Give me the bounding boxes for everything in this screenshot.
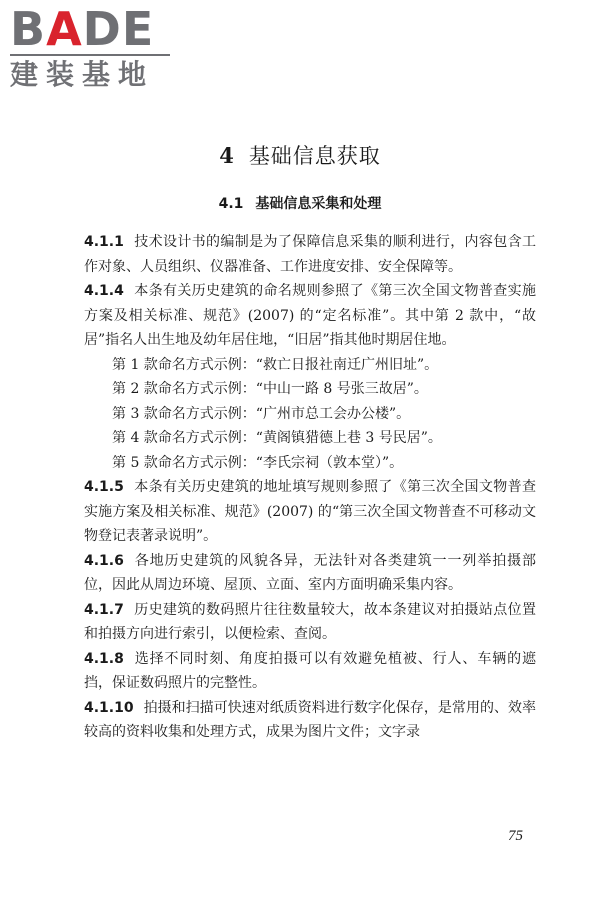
clause-number: 4.1.10 — [84, 699, 134, 716]
clause-4-1-5 — [84, 475, 536, 549]
clause-number: 4.1.1 — [84, 234, 124, 250]
clause-number: 4.1.4 — [84, 283, 124, 299]
clause-4-1-8 — [84, 647, 536, 696]
chapter-title: 基础信息获取 — [248, 144, 381, 168]
clause-4-1-6 — [84, 549, 536, 598]
clause-text: 本条有关历史建筑的命名规则参照了《第三次全国文物普查实施方案及相关标准、规范》(2007) 的“定名标准”。其中第 2 款中，“故居”指名人出生地及幼年居住地，“旧居”指其他时期居住地。 — [84, 283, 536, 348]
clause-number: 4.1.7 — [84, 601, 124, 618]
clause-4-1-7 — [84, 598, 536, 647]
clause-text: 各地历史建筑的风貌各异，无法针对各类建筑一一列举拍摄部位，因此从周边环境、屋顶、立面、室内方面明确采集内容。 — [84, 552, 536, 593]
clause-number: 4.1.8 — [84, 650, 124, 667]
clause-4-1-4 — [84, 279, 536, 353]
chapter-number: 4 — [219, 143, 235, 168]
logo-chinese-name: 建装基地 — [10, 58, 155, 91]
clause-number: 4.1.5 — [84, 479, 124, 495]
clause-text: 本条有关历史建筑的地址填写规则参照了《第三次全国文物普查实施方案及相关标准、规范》(2007) 的“第三次全国文物普查不可移动文物登记表著录说明”。 — [84, 479, 536, 544]
clause-text: 拍摄和扫描可快速对纸质资料进行数字化保存，是常用的、效率较高的资料收集和处理方式，成果为图片文件；文字录 — [84, 699, 536, 740]
page-body — [84, 230, 536, 745]
clause-number: 4.1.6 — [84, 552, 124, 569]
naming-example: 第 1 款命名方式示例：“救亡日报社南迁广州旧址”。 — [112, 356, 439, 373]
section-heading — [0, 193, 600, 213]
clause-4-1-1 — [84, 230, 536, 279]
section-title: 基础信息采集和处理 — [255, 196, 382, 212]
section-number: 4.1 — [218, 196, 244, 212]
naming-example: 第 4 款命名方式示例：“黄阁镇猎德上巷 3 号民居”。 — [112, 430, 442, 446]
clause-text: 选择不同时刻、角度拍摄可以有效避免植被、行人、车辆的遮挡，保证数码照片的完整性。 — [84, 650, 536, 691]
clause-text: 历史建筑的数码照片往往数量较大，故本条建议对拍摄站点位置和拍摄方向进行索引，以便检索、查阅。 — [84, 601, 536, 642]
chapter-heading — [0, 140, 600, 170]
clause-4-1-10 — [84, 696, 536, 745]
naming-example: 第 5 款命名方式示例：“李氏宗祠（敦本堂）”。 — [112, 454, 404, 471]
logo-wordmark: BADE — [10, 2, 155, 56]
page-number: 75 — [508, 828, 523, 844]
naming-example: 第 3 款命名方式示例：“广州市总工会办公楼”。 — [112, 405, 411, 422]
clause-text: 技术设计书的编制是为了保障信息采集的顺利进行，内容包含工作对象、人员组织、仪器准备、工作进度安排、安全保障等。 — [84, 234, 536, 275]
bade-logo — [10, 2, 180, 91]
naming-example: 第 2 款命名方式示例：“中山一路 8 号张三故居”。 — [112, 381, 428, 397]
